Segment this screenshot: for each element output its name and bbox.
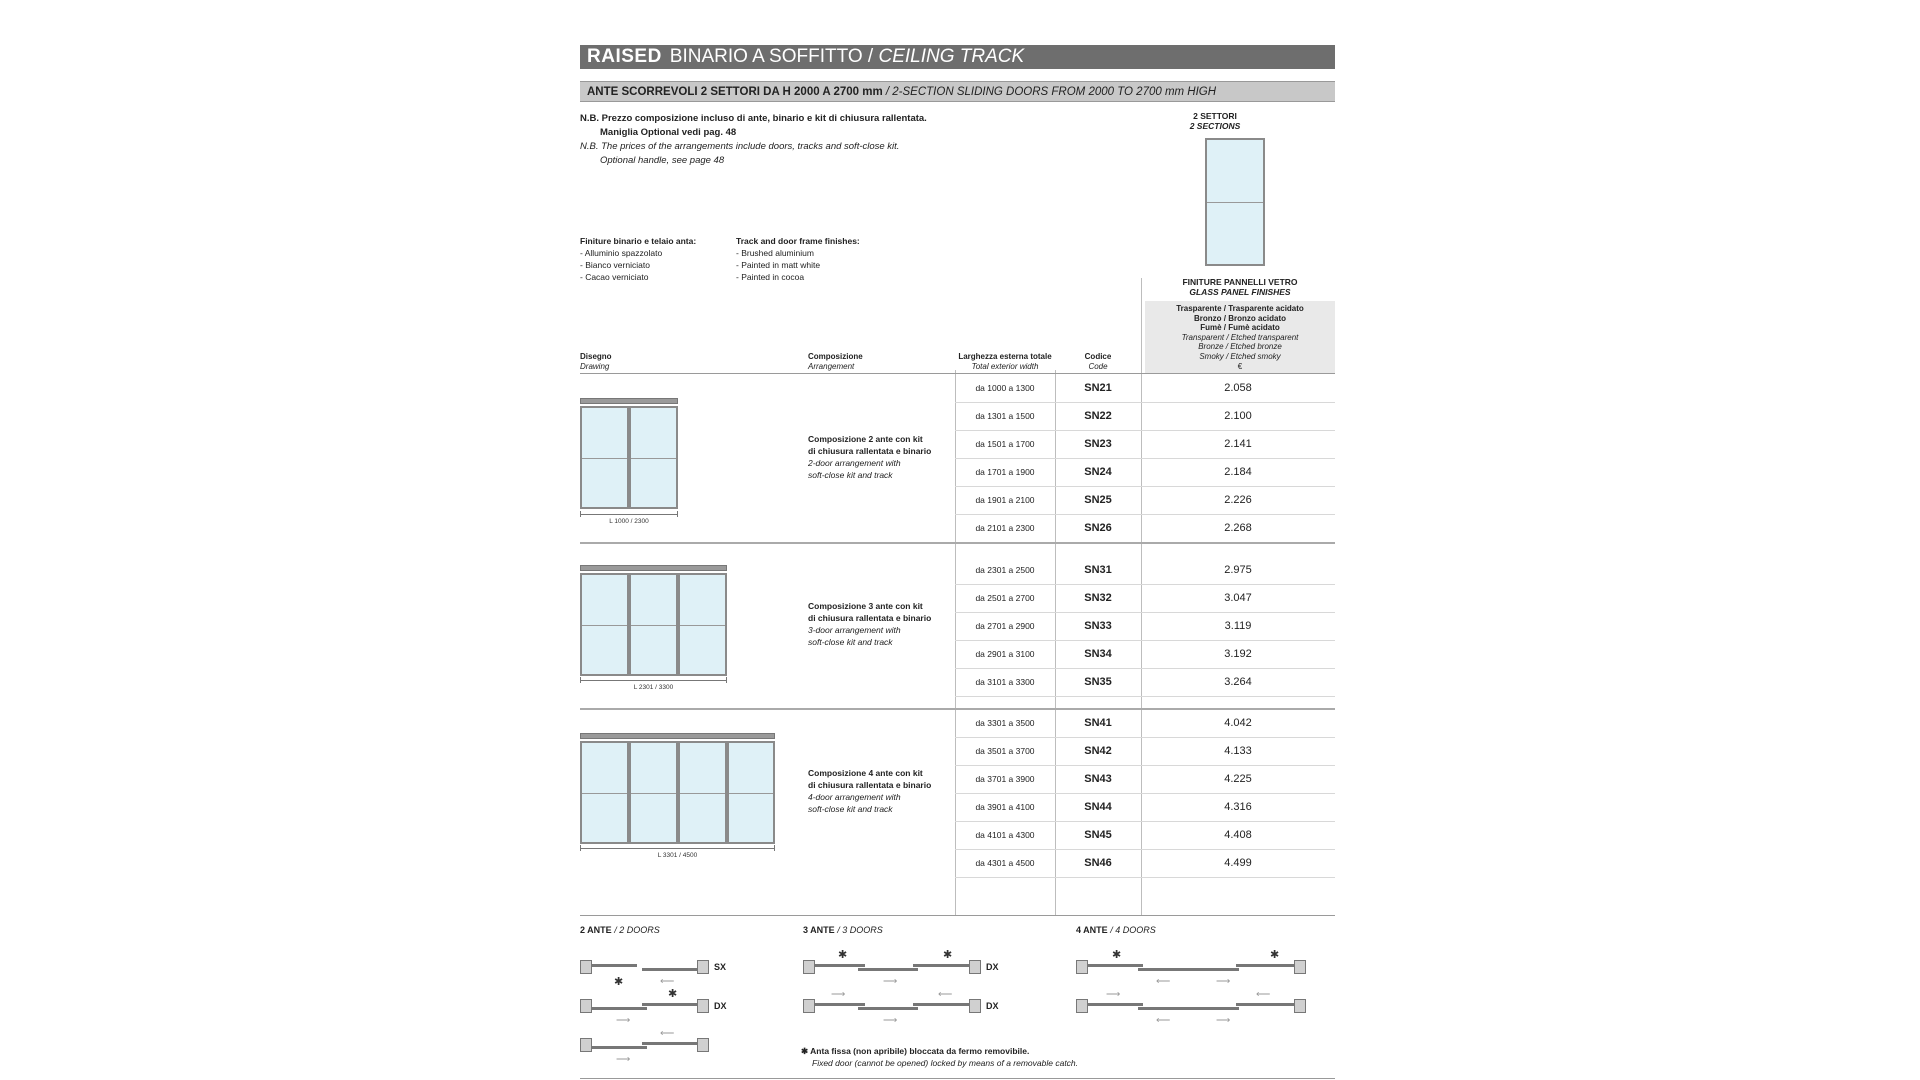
sections-heading bbox=[1140, 111, 1290, 131]
fixed-door-icon: ✱ bbox=[943, 949, 953, 961]
table-row: da 1000 a 1300 SN21 2.058 bbox=[955, 375, 1335, 403]
two-section-door-thumbnail bbox=[1205, 138, 1265, 266]
table-row: da 3701 a 3900 SN43 4.225 bbox=[955, 766, 1335, 794]
col-width-it: Larghezza esterna totale bbox=[958, 352, 1052, 361]
note-en-2: Optional handle, see page 48 bbox=[600, 155, 725, 166]
table-row: da 2701 a 2900 SN33 3.119 bbox=[955, 613, 1335, 641]
col-arrangement bbox=[808, 352, 863, 372]
col-code-it: Codice bbox=[1084, 352, 1112, 361]
page-subtitle bbox=[580, 81, 1335, 102]
glass-title-en: GLASS PANEL FINISHES bbox=[1189, 286, 1291, 297]
note-it-1: N.B. Prezzo composizione incluso di ante, binario e kit di chiusura rallentata. bbox=[580, 113, 927, 124]
arrow-left-icon: ⟵ bbox=[660, 1028, 675, 1039]
sections-en: 2 SECTIONS bbox=[1189, 121, 1241, 131]
table-row: da 3101 a 3300 SN35 3.264 bbox=[955, 669, 1335, 697]
arrow-right-icon: ⟶ bbox=[616, 1015, 631, 1026]
table-row: da 3301 a 3500 SN41 4.042 bbox=[955, 710, 1335, 738]
arrow-left-icon: ⟵ bbox=[1256, 989, 1271, 1000]
page-title bbox=[580, 45, 1335, 69]
fixed-door-icon: ✱ bbox=[1270, 949, 1280, 961]
arrow-left-icon: ⟵ bbox=[1156, 976, 1171, 987]
fixed-door-icon: ✱ bbox=[614, 976, 624, 988]
plan-title-4-doors: 4 ANTE / 4 DOORS bbox=[1076, 925, 1156, 935]
glass-it-line: Bronzo / Bronzo acidato bbox=[1194, 313, 1286, 323]
arrow-left-icon: ⟵ bbox=[660, 976, 675, 987]
col-drawing bbox=[580, 352, 612, 372]
finishes-en-title: Track and door frame finishes: bbox=[736, 236, 860, 246]
finishes-it bbox=[580, 235, 696, 283]
table-row: da 4101 a 4300 SN45 4.408 bbox=[955, 822, 1335, 850]
plan-2-doors-both bbox=[580, 1028, 720, 1068]
table-bottom-divider bbox=[580, 915, 1335, 916]
arrangement-2-doors: Composizione 2 ante con kit di chiusura rallentata e binario 2-door arrangement with soft-close kit and track bbox=[808, 434, 932, 480]
catalog-page bbox=[580, 45, 1335, 1068]
subtitle-en: / 2-SECTION SLIDING DOORS FROM 2000 TO 2700 mm HIGH bbox=[885, 86, 1217, 98]
note-it-2: Maniglia Optional vedi pag. 48 bbox=[600, 127, 737, 138]
glass-en-line: Transparent / Etched transparent bbox=[1181, 332, 1299, 342]
plan-2-doors-dx bbox=[580, 988, 727, 1029]
arrow-right-icon: ⟶ bbox=[1216, 976, 1231, 987]
page-bottom-line bbox=[580, 1078, 1335, 1079]
arrow-right-icon: ⟶ bbox=[883, 976, 898, 987]
legend-en: Fixed door (cannot be opened) locked by means of a removable catch. bbox=[812, 1058, 1079, 1068]
side-label: SX bbox=[714, 962, 727, 972]
dimension-label: L 1000 / 2300 bbox=[609, 518, 649, 525]
side-label: DX bbox=[986, 1001, 999, 1011]
finishes-it-item: - Bianco verniciato bbox=[580, 260, 650, 270]
table-row: da 3501 a 3700 SN42 4.133 bbox=[955, 738, 1335, 766]
fixed-door-icon: ✱ bbox=[1112, 949, 1122, 961]
col-width bbox=[955, 352, 1055, 372]
arrow-left-icon: ⟵ bbox=[938, 989, 953, 1000]
glass-finishes-box bbox=[1145, 301, 1335, 373]
table-row: da 2301 a 2500 SN31 2.975 bbox=[955, 557, 1335, 585]
glass-title-it: FINITURE PANNELLI VETRO bbox=[1182, 277, 1298, 287]
table-row: da 2901 a 3100 SN34 3.192 bbox=[955, 641, 1335, 669]
arrow-left-icon: ⟵ bbox=[1156, 1015, 1171, 1026]
legend-it: Anta fissa (non apribile) bloccata da fermo removibile. bbox=[810, 1046, 1030, 1056]
side-label: DX bbox=[714, 1001, 727, 1011]
note-en-1: N.B. The prices of the arrangements include doors, tracks and soft-close kit. bbox=[580, 141, 900, 152]
title-en: CEILING TRACK bbox=[878, 46, 1025, 67]
table-row: da 2501 a 2700 SN32 3.047 bbox=[955, 585, 1335, 613]
title-it: BINARIO A SOFFITTO / bbox=[669, 46, 874, 67]
finishes-en-item: - Painted in cocoa bbox=[736, 272, 805, 282]
col-comp-it: Composizione bbox=[808, 352, 863, 361]
subtitle-it: ANTE SCORREVOLI 2 SETTORI DA H 2000 A 2700 mm bbox=[587, 86, 883, 98]
col-code-en: Code bbox=[1088, 362, 1108, 371]
side-label: DX bbox=[986, 962, 999, 972]
arrow-right-icon: ⟶ bbox=[1106, 989, 1121, 1000]
group-divider bbox=[580, 542, 1335, 544]
col-comp-en: Arrangement bbox=[808, 362, 855, 371]
glass-finishes-heading bbox=[1145, 278, 1335, 297]
col-code bbox=[1055, 352, 1141, 372]
table-row: da 4301 a 4500 SN46 4.499 bbox=[955, 850, 1335, 878]
table-row: da 1301 a 1500 SN22 2.100 bbox=[955, 403, 1335, 431]
sections-it: 2 SETTORI bbox=[1193, 111, 1237, 121]
plan-3-doors-a bbox=[803, 949, 1003, 990]
finishes-it-title: Finiture binario e telaio anta: bbox=[580, 236, 697, 246]
arrangement-3-doors: Composizione 3 ante con kit di chiusura rallentata e binario 3-door arrangement with soft-close kit and track bbox=[808, 601, 932, 647]
plan-title-2-doors: 2 ANTE / 2 DOORS bbox=[580, 925, 660, 935]
arrangement-4-doors: Composizione 4 ante con kit di chiusura rallentata e binario 4-door arrangement with soft-close kit and track bbox=[808, 768, 932, 814]
col-width-en: Total exterior width bbox=[971, 362, 1039, 371]
finishes-en-item: - Painted in matt white bbox=[736, 260, 821, 270]
currency-symbol: € bbox=[1237, 361, 1243, 371]
arrow-right-icon: ⟶ bbox=[831, 989, 846, 1000]
dimension-label: L 3301 / 4500 bbox=[657, 852, 698, 859]
fixed-door-icon: ✱ bbox=[668, 988, 678, 1000]
plan-4-doors-a bbox=[1076, 949, 1311, 990]
table-row: da 2101 a 2300 SN26 2.268 bbox=[955, 515, 1335, 543]
table-row: da 1701 a 1900 SN24 2.184 bbox=[955, 459, 1335, 487]
arrow-right-icon: ⟶ bbox=[616, 1054, 631, 1065]
plan-title-3-doors: 3 ANTE / 3 DOORS bbox=[803, 925, 883, 935]
glass-en-line: Smoky / Etched smoky bbox=[1199, 351, 1281, 361]
col-drawing-it: Disegno bbox=[580, 352, 612, 361]
glass-it-line: Trasparente / Trasparente acidato bbox=[1176, 304, 1304, 313]
price-notes bbox=[580, 112, 927, 168]
plan-2-doors-sx bbox=[580, 960, 727, 990]
brand-label: RAISED bbox=[587, 46, 662, 67]
fixed-door-icon: ✱ bbox=[838, 949, 848, 961]
header-divider bbox=[580, 373, 1335, 374]
table-row: da 3901 a 4100 SN44 4.316 bbox=[955, 794, 1335, 822]
finishes-it-item: - Cacao verniciato bbox=[580, 272, 649, 282]
glass-it-line: Fumè / Fumè acidato bbox=[1200, 323, 1280, 333]
glass-en-line: Bronze / Etched bronze bbox=[1198, 342, 1282, 352]
col-drawing-en: Drawing bbox=[580, 362, 610, 371]
arrow-right-icon: ⟶ bbox=[1216, 1015, 1231, 1026]
dimension-label: L 2301 / 3300 bbox=[633, 684, 674, 691]
arrow-right-icon: ⟶ bbox=[883, 1015, 898, 1026]
finishes-en-item: - Brushed aluminium bbox=[736, 248, 814, 258]
plan-3-doors-b bbox=[803, 989, 1003, 1029]
table-row: da 1501 a 1700 SN23 2.141 bbox=[955, 431, 1335, 459]
fixed-door-legend bbox=[801, 1045, 1078, 1069]
finishes-it-item: - Alluminio spazzolato bbox=[580, 248, 663, 258]
fixed-door-icon: ✱ bbox=[801, 1046, 809, 1056]
plan-4-doors-b bbox=[1076, 989, 1311, 1029]
finishes-en bbox=[736, 235, 860, 283]
table-row: da 1901 a 2100 SN25 2.226 bbox=[955, 487, 1335, 515]
